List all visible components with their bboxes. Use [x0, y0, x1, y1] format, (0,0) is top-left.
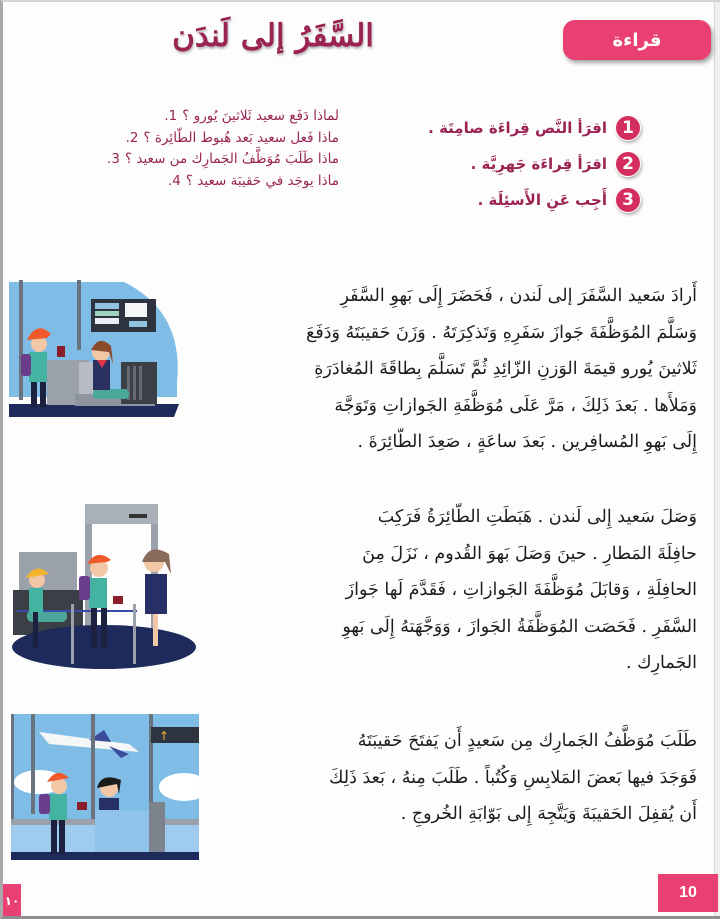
instruction-item: 3 أَجِب عَنِ الأَسئِلَة .: [423, 182, 641, 218]
page-number-arabic: ١٠: [3, 884, 21, 918]
number-circle-icon: 2: [615, 151, 641, 177]
question-item: ماذا يوجَد في حَقيبَة سعيد ؟ 4.: [167, 172, 339, 189]
svg-text:↑: ↑: [159, 729, 170, 743]
instruction-item: 2 اقرَأ قِراءَة جَهرِيَّة .: [423, 146, 641, 182]
number-circle-icon: 3: [615, 187, 641, 213]
page-number: 10: [658, 874, 718, 912]
question-item: ماذا فَعل سعيد بَعد هُبوط الطّائِرة ؟ 2.: [125, 129, 339, 146]
check-in-counter-illustration: [9, 272, 179, 417]
story-paragraph-1: أَرادَ سَعيد السَّفَرَ إلى لَندن ، فَحَضَرَ إِلَى بَهوِ السَّفَرِ وَسَلَّمَ المُوَظَّفَةَ جَوازَ سَفَرِهِ وَتَذكِرَتَهُ . وَزَنَ حَقيبَتَهُ وَدَفَعَ ثَلاثينَ يُورو قيمَةَ الوَزنِ الزّائِدِ ثُمَّ تَسَلَّمَ بِطاقَةَ المُغادَرَةِ وَمَلأَها . بَعدَ ذَلِكَ ، مَرَّ عَلَى مُوَظَّفَةِ الجَوازاتِ وَتَوَجَّهَ إِلَى بَهوِ المُسافِرين . بَعدَ ساعَةٍ ، صَعِدَ الطّائِرَةَ .: [306, 286, 697, 452]
customs-desk-illustration: [9, 702, 199, 862]
passport-control-illustration: [9, 492, 199, 672]
question-item: ماذا طَلَبَ مُوَظَّفُ الجَمارِك من سعيد ؟ 3.: [107, 151, 339, 167]
reading-badge: قراءة: [563, 20, 711, 60]
instruction-item: 1 اقرَأ النَّص قِراءَة صامِتَة .: [423, 110, 641, 146]
page-edge: [714, 2, 720, 919]
story-paragraph-3: طَلَبَ مُوَظَّفُ الجَمارِك مِن سَعيدٍ أَن يَفتَحَ حَقيبَتَهُ فَوَجَدَ فيها بَعضَ المَلابِسِ وَكُتُباً . طَلَبَ مِنهُ ، بَعدَ ذَلِكَ أَن يُقفِلَ الحَقيبَةَ وَيَتَّجِهَ إِلى بَوّابَةِ الخُروجِ .: [329, 731, 697, 824]
number-circle-icon: 1: [615, 115, 641, 141]
page-title: السَّفَرُ إلى لَندَن: [172, 18, 374, 54]
story-paragraph-2: وَصَلَ سَعيد إِلى لَندن . هَبَطَتِ الطّائِرَةُ فَرَكِبَ حافِلَةَ المَطارِ . حينَ وَصَلَ بَهوَ القُدوم ، نَزَلَ مِنَ الحافِلَةِ ، وَقابَلَ مُوَظَّفَةَ الجَوازاتِ ، فَقَدَّمَ لَها جَوازَ السَّفَرِ . فَحَصَت المُوَظَّفَةُ الجَوازَ ، وَوَجَّهَتهُ إِلَى بَهوِ الجَمارِك .: [342, 507, 697, 673]
question-item: لماذا دَفَع سعيد ثَلاثينَ يُورو ؟ 1.: [164, 108, 339, 124]
questions-list: [39, 106, 339, 192]
instructions-list: [423, 110, 641, 218]
